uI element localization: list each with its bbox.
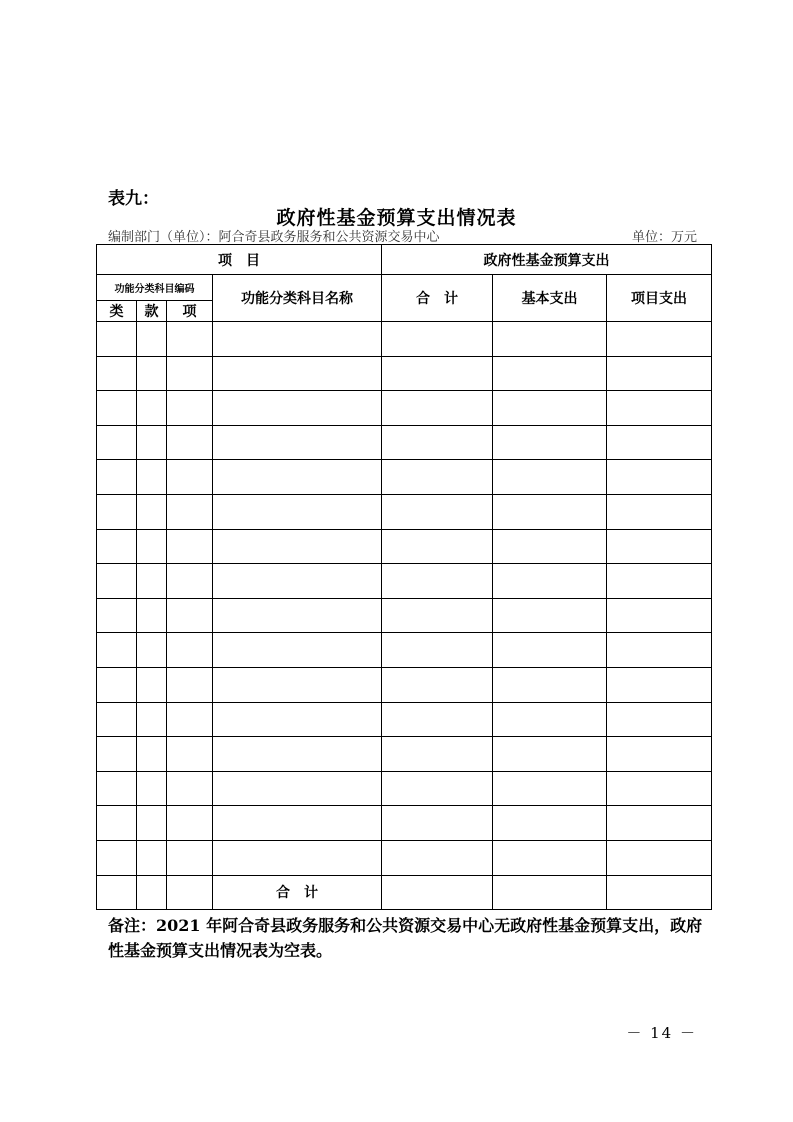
total-row xyxy=(97,875,712,910)
table-row xyxy=(97,564,712,599)
table-row xyxy=(97,633,712,668)
header-project: 项 目 xyxy=(97,245,382,275)
department-label: 编制部门（单位）：阿合奇县政务服务和公共资源交易中心 xyxy=(108,230,440,245)
header-project-expenditure: 项目支出 xyxy=(607,275,712,322)
table-row xyxy=(97,840,712,875)
table-row xyxy=(97,322,712,357)
header-xiang: 项 xyxy=(167,301,213,322)
header-function-code: 功能分类科目编码 xyxy=(97,275,213,301)
page-number: － 14 － xyxy=(626,1024,697,1042)
budget-table xyxy=(96,244,712,910)
table-row xyxy=(97,391,712,426)
table-row xyxy=(97,771,712,806)
table-row xyxy=(97,529,712,564)
table-label: 表九： xyxy=(108,189,159,209)
table-row xyxy=(97,460,712,495)
table-row xyxy=(97,667,712,702)
footnote: 备注：2021 年阿合奇县政务服务和公共资源交易中心无政府性基金预算支出，政府性基金预算支出情况表为空表。 xyxy=(108,916,703,960)
table-row xyxy=(97,425,712,460)
header-basic-expenditure: 基本支出 xyxy=(493,275,607,322)
table-row xyxy=(97,806,712,841)
table-row xyxy=(97,356,712,391)
unit-label: 单位：万元 xyxy=(631,230,697,245)
header-function-name: 功能分类科目名称 xyxy=(213,275,382,322)
table-row xyxy=(97,702,712,737)
header-lei: 类 xyxy=(97,301,137,322)
page-title: 政府性基金预算支出情况表 xyxy=(276,207,517,229)
header-kuan: 款 xyxy=(137,301,167,322)
table-row xyxy=(97,737,712,772)
header-total: 合 计 xyxy=(382,275,493,322)
table-row xyxy=(97,598,712,633)
header-budget-expenditure: 政府性基金预算支出 xyxy=(382,245,712,275)
total-label: 合 计 xyxy=(213,875,382,910)
table-row xyxy=(97,494,712,529)
